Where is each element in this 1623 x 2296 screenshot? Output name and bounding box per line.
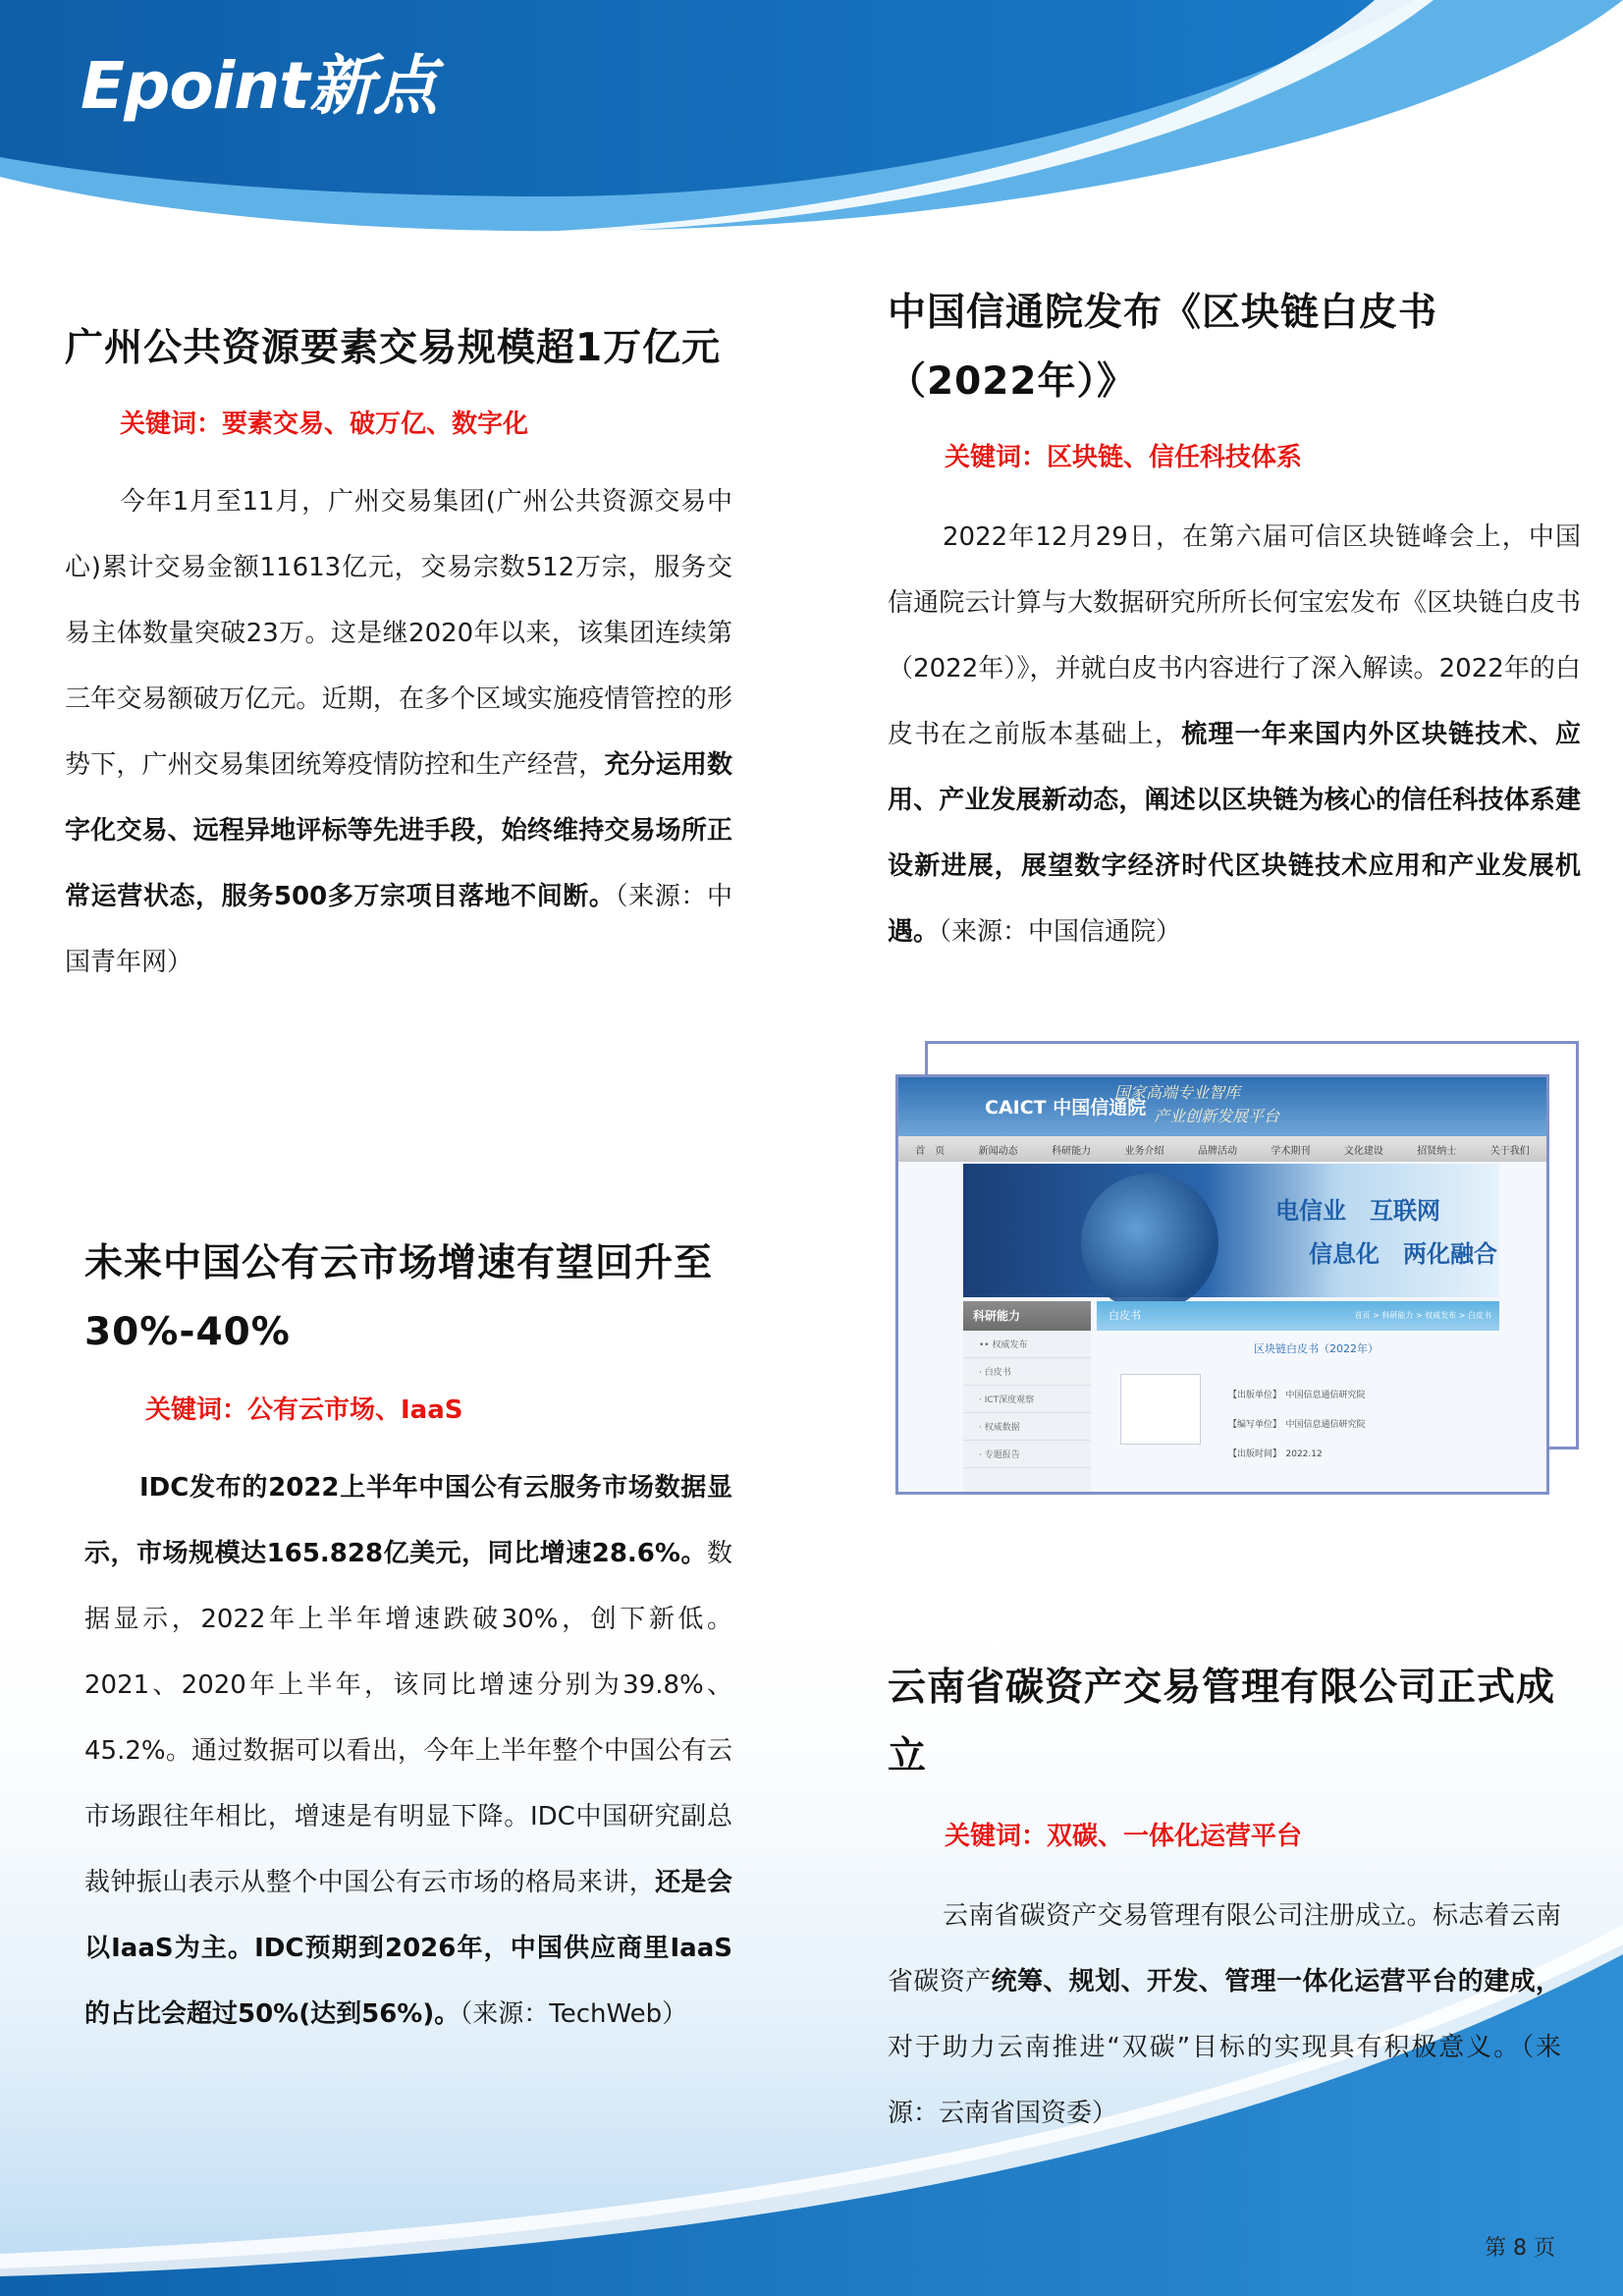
article-guangzhou: [65, 314, 732, 996]
article-keywords: 关键词：要素交易、破万亿、数字化: [120, 410, 529, 439]
source-text: （来源：中国信通院）: [939, 917, 1182, 947]
article-title: 未来中国公有云市场增速有望回升至30%-40%: [84, 1241, 714, 1354]
nav-item: 首 页: [915, 1145, 946, 1157]
epoint-logo: Epoint新点: [81, 48, 437, 124]
screenshot-section-header: [1097, 1301, 1499, 1331]
document-title: 区块链白皮书（2022年）: [1254, 1342, 1379, 1355]
article-body: [84, 1455, 732, 2048]
article-body: [888, 505, 1581, 965]
screenshot-banner: [963, 1164, 1499, 1297]
article-title: 广州公共资源要素交易规模超1万亿元: [65, 326, 722, 370]
body-bold-text: 还是会以IaaS为主。IDC预期到2026年，中国供应商里IaaS的占比会超过50%(达到56%)。: [84, 1868, 732, 2029]
nav-item: 科研能力: [1052, 1145, 1092, 1157]
nav-item: 招贤纳士: [1417, 1145, 1457, 1157]
section-title: 白皮书: [1109, 1309, 1141, 1322]
article-yunnan: [888, 1654, 1561, 2147]
article-keywords: 关键词：双碳、一体化运营平台: [945, 1822, 1303, 1851]
article-body: [65, 469, 732, 996]
sidebar-item: · 专题报告: [963, 1441, 1091, 1468]
nav-item: 品牌活动: [1197, 1145, 1237, 1157]
body-bold-text: 充分运用数字化交易、远程异地评标等先进手段，始终维持交易场所正常运营状态，服务500多万宗项目落地不间断。: [65, 750, 732, 911]
sidebar-heading: 科研能力: [963, 1301, 1091, 1331]
body-text: 云南省碳资产交易管理有限公司注册成立。标志着云南省碳资产: [888, 1901, 1561, 1996]
body-text: 今年1月至11月，广州交易集团(广州公共资源交易中心)累计交易金额11613亿元，交易宗数512万宗，服务交易主体数量突破23万。这是继2020年以来，该集团连续第三年交易额破万亿元。近期，在多个区域实施疫情管控的形势下，广州交易集团统筹疫情防控和生产经营，: [65, 487, 732, 780]
nav-item: 学术期刊: [1271, 1145, 1311, 1157]
caict-website-screenshot: [895, 1074, 1549, 1495]
article-title: 中国信通院发布《区块链白皮书（2022年）》: [888, 291, 1438, 404]
body-text: 2022年12月29日，在第六届可信区块链峰会上，中国信通院云计算与大数据研究所所长何宝宏发布《区块链白皮书（2022年）》，并就白皮书内容进行了深入解读。2022年的白皮书在之前版本基础上，: [888, 522, 1581, 749]
article-caict: [888, 279, 1581, 965]
caict-logo: CAICT 中国信通院: [985, 1097, 1147, 1119]
slogan-line: 产业创新发展平台: [1154, 1107, 1280, 1125]
screenshot-header: [898, 1077, 1546, 1136]
sidebar-item: · ICT深度观察: [963, 1386, 1091, 1413]
document-field: 【出版时间】 2022.12: [1228, 1449, 1323, 1459]
body-bold-text: 统筹、规划、开发、管理一体化运营平台的建成，: [991, 1967, 1561, 1996]
body-bold-text: IDC发布的2022上半年中国公有云服务市场数据显示，市场规模达165.828亿美元，同比增速28.6%。: [84, 1473, 732, 1568]
banner-text: 信息化 两化融合: [1309, 1240, 1497, 1268]
nav-item: 文化建设: [1343, 1145, 1383, 1157]
article-title: 云南省碳资产交易管理有限公司正式成立: [888, 1666, 1556, 1778]
nav-item: 关于我们: [1489, 1145, 1530, 1157]
breadcrumb: 首页 > 科研能力 > 权威发布 > 白皮书: [1354, 1311, 1491, 1320]
document-field: 【出版单位】 中国信息通信研究院: [1228, 1391, 1366, 1400]
sidebar-item: •• 权威发布: [963, 1331, 1091, 1358]
globe-icon: [1081, 1174, 1218, 1311]
nav-item: 业务介绍: [1124, 1145, 1164, 1157]
document-field: 【编写单位】 中国信息通信研究院: [1228, 1420, 1366, 1430]
banner-text: 电信业 互联网: [1275, 1197, 1440, 1225]
nav-item: 新闻动态: [978, 1145, 1018, 1157]
sidebar-item: · 权威数据: [963, 1413, 1091, 1441]
body-text: 对于助力云南推进“双碳”目标的实现具有积极意义。（来源：云南省国资委）: [888, 2033, 1561, 2128]
sidebar-item: · 白皮书: [963, 1358, 1091, 1386]
slogan: [1114, 1081, 1279, 1128]
screenshot-nav: [898, 1136, 1546, 1162]
slogan-line: 国家高端专业智库: [1114, 1083, 1241, 1102]
article-cloud: [84, 1230, 732, 2048]
page-number: 第 8 页: [1485, 2236, 1555, 2261]
source-text: （来源：中国青年网）: [65, 882, 732, 977]
article-keywords: 关键词：公有云市场、IaaS: [145, 1395, 463, 1425]
screenshot-sidebar: [963, 1301, 1091, 1492]
body-bold-text: 梳理一年来国内外区块链技术、应用、产业发展新动态，阐述以区块链为核心的信任科技体系建设新进展，展望数字经济时代区块链技术应用和产业发展机遇。: [888, 720, 1581, 947]
document-cover-thumbnail: [1120, 1374, 1201, 1445]
source-text: （来源：TechWeb）: [460, 1999, 688, 2029]
article-body: [888, 1884, 1561, 2147]
article-keywords: 关键词：区块链、信任科技体系: [945, 443, 1303, 472]
body-text: 数据显示，2022年上半年增速跌破30%，创下新低。2021、2020年上半年，该同比增速分别为39.8%、45.2%。通过数据可以看出，今年上半年整个中国公有云市场跟往年相比，增速是有明显下降。IDC中国研究副总裁钟振山表示从整个中国公有云市场的格局来讲，: [84, 1539, 732, 1897]
